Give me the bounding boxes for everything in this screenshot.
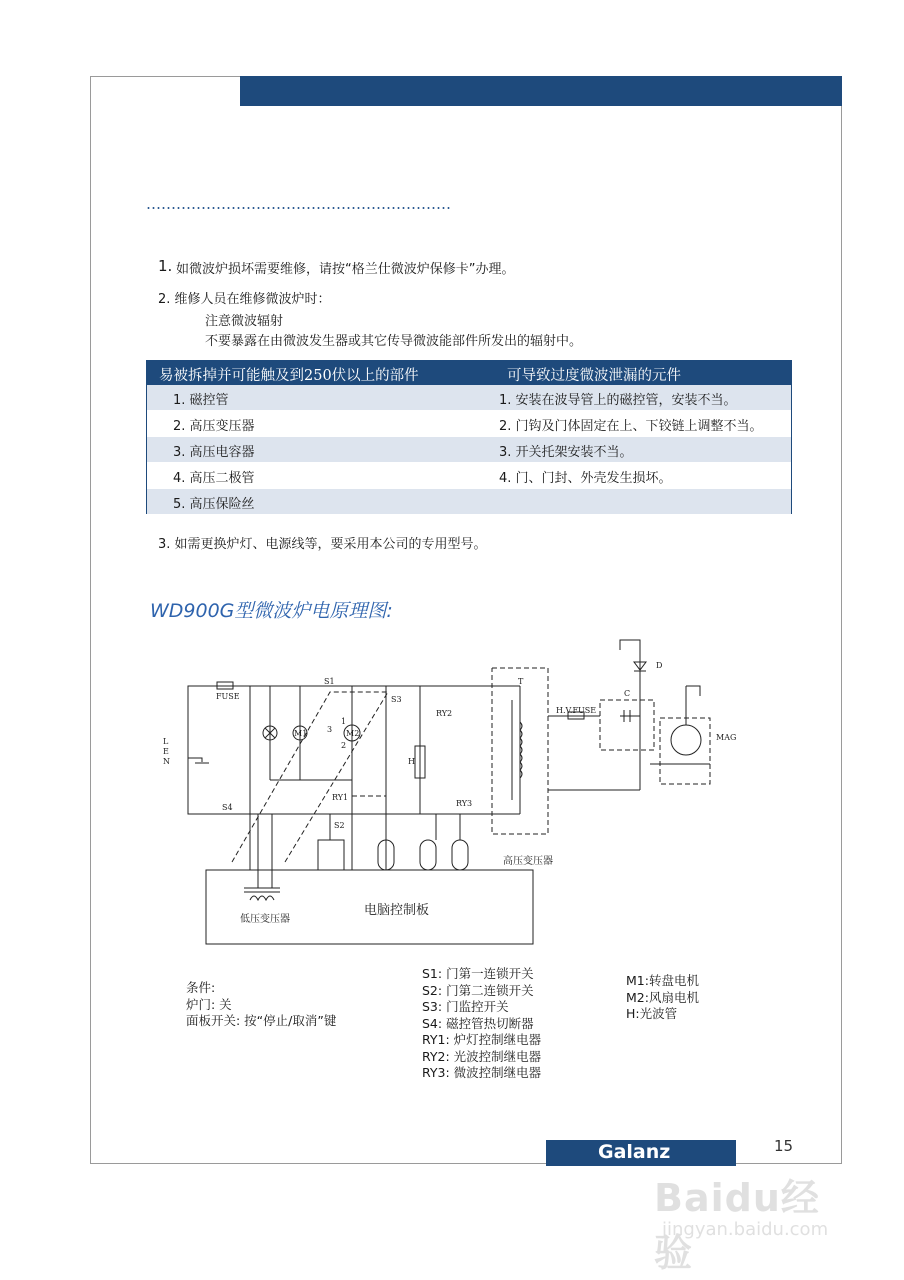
legend-line: M2:风扇电机 xyxy=(626,989,699,1005)
item1-number: 1. xyxy=(158,257,173,275)
legend-line: S1: 门第一连锁开关 xyxy=(422,966,534,981)
legend-line: M1:转盘电机 xyxy=(626,973,699,988)
cell-left: 2. 高压变压器 xyxy=(173,419,255,434)
label-1: 1 xyxy=(341,717,347,726)
label-ry1: RY1 xyxy=(332,793,349,802)
label-ry3: RY3 xyxy=(456,799,473,808)
watermark-logo: Baidu经验 xyxy=(654,1176,820,1275)
label-s2: S2 xyxy=(334,821,345,830)
cell-right: 3. 开关托架安装不当。 xyxy=(499,445,633,460)
legend-motors xyxy=(626,973,699,1023)
legend-line: H:光波管 xyxy=(626,1006,678,1021)
baidu-watermark xyxy=(640,1165,850,1275)
col1-header: 易被拆掉并可能触及到250伏以上的部件 xyxy=(159,368,419,384)
label-2: 2 xyxy=(341,741,347,750)
label-t: T xyxy=(518,677,524,686)
label-m2: M2 xyxy=(346,729,360,738)
item2-sub1: 注意微波辐射 xyxy=(205,314,284,329)
label-mag: MAG xyxy=(716,733,737,742)
label-control-board: 电脑控制板 xyxy=(364,903,430,918)
legend-switches xyxy=(422,966,541,1082)
col2-header: 可导致过度微波泄漏的元件 xyxy=(507,368,681,384)
label-hv-transformer: 高压变压器 xyxy=(503,856,553,867)
cell-right: 2. 门钩及门体固定在上、下铰链上调整不当。 xyxy=(499,419,763,434)
label-s4: S4 xyxy=(222,803,233,812)
label-fuse: FUSE xyxy=(216,692,240,701)
label-ry2: RY2 xyxy=(436,709,453,718)
watermark-url: jingyan.baidu.com xyxy=(662,1219,829,1240)
cell-left: 3. 高压电容器 xyxy=(173,445,255,460)
cell-right: 4. 门、门封、外壳发生损坏。 xyxy=(499,471,672,486)
label-h: H xyxy=(408,757,415,766)
legend-line: S4: 磁控管热切断器 xyxy=(422,1015,534,1031)
cell-left: 4. 高压二极管 xyxy=(173,471,255,486)
cell-right: 1. 安装在波导管上的磁控管，安装不当。 xyxy=(499,393,737,408)
page-number: 15 xyxy=(774,1137,794,1155)
cell-left: 5. 高压保险丝 xyxy=(173,497,255,512)
legend-line: S3: 门监控开关 xyxy=(422,999,509,1014)
label-l: L xyxy=(163,737,169,746)
legend-line: 面板开关: 按“停止/取消”键 xyxy=(186,1013,337,1028)
legend-conditions xyxy=(186,980,336,1030)
label-m1: M1 xyxy=(294,729,308,738)
label-d: D xyxy=(656,661,663,670)
label-lv-transformer: 低压变压器 xyxy=(240,914,290,925)
diagram-title: WD900G型微波炉电原理图: xyxy=(150,600,393,622)
label-c: C xyxy=(624,689,631,698)
item2-text: 2. 维修人员在维修微波炉时： xyxy=(158,292,331,307)
label-s1: S1 xyxy=(324,677,335,686)
label-s3: S3 xyxy=(391,695,402,704)
cell-left: 1. 磁控管 xyxy=(173,393,229,408)
legend-line: 炉门: 关 xyxy=(186,996,232,1012)
legend-line: S2: 门第二连锁开关 xyxy=(422,982,534,998)
legend-line: RY1: 炉灯控制继电器 xyxy=(422,1032,542,1047)
legend-line: RY3: 微波控制继电器 xyxy=(422,1065,542,1080)
label-hv-fuse: H.V.FUSE xyxy=(556,706,597,715)
label-n: N xyxy=(163,757,170,766)
legend-line: RY2: 光波控制继电器 xyxy=(422,1048,542,1064)
brand-logo: Galanz xyxy=(598,1141,671,1163)
label-e: E xyxy=(163,747,169,756)
legend-line: 条件: xyxy=(186,980,216,995)
label-3: 3 xyxy=(327,725,333,734)
item3-text: 3. 如需更换炉灯、电源线等，要采用本公司的专用型号。 xyxy=(158,537,487,552)
item2-sub2: 不要暴露在由微波发生器或其它传导微波能部件所发出的辐射中。 xyxy=(205,334,583,349)
item1-text: 如微波炉损坏需要维修，请按“格兰仕微波炉保修卡”办理。 xyxy=(176,262,515,277)
